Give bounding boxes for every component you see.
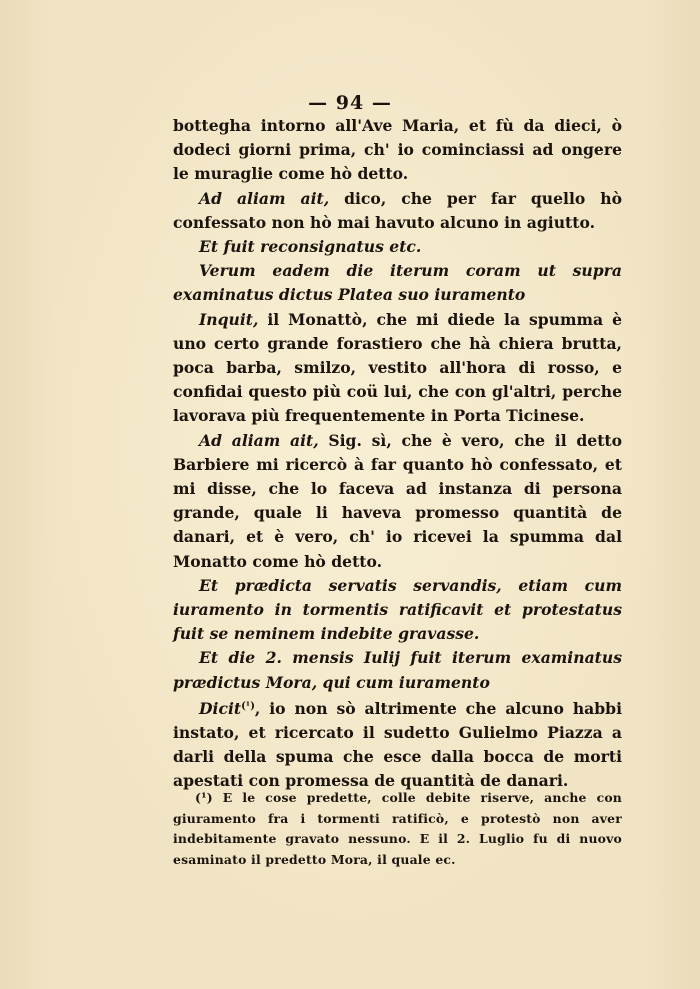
text-run: (¹)	[241, 700, 255, 712]
paragraph	[173, 646, 622, 694]
latin-formula: Verum eadem die iterum coram ut supra examinatus dictus Platea suo iuramento	[173, 261, 622, 305]
paragraph	[173, 114, 622, 187]
paragraph	[173, 695, 622, 794]
paragraph	[173, 235, 622, 259]
footnote	[173, 788, 622, 870]
latin-formula: Et die 2. mensis Iulij fuit iterum examinatus prædictus Mora, qui cum iuramento	[173, 648, 622, 692]
latin-formula: Et fuit reconsignatus etc.	[199, 237, 422, 257]
latin-formula: Dicit	[199, 698, 242, 718]
paragraph	[173, 259, 622, 307]
latin-formula: Ad aliam ait,	[199, 430, 319, 450]
page-number: — 94 —	[308, 92, 392, 114]
latin-formula: Inquit,	[199, 309, 259, 329]
paragraph	[173, 308, 622, 429]
body-text	[173, 114, 622, 794]
text-run: dico, che per far quello hò confessato non hò mai havuto alcuno in agiutto.	[173, 188, 623, 232]
paragraph	[173, 187, 622, 235]
footnote-text: (¹) E le cose predette, colle debite riserve, anche con giuramento fra i tormenti ratificò, e protestò non aver indebitamente gravato nessuno. E il 2. Luglio fu di nuovo esaminato il predetto Mora, il quale ec.	[173, 790, 622, 867]
text-run: , io non sò altrimente che alcuno habbi instato, et ricercato il sudetto Gulielmo Piazza a darli della spuma che esce dalla bocca de morti apestati con promessa de quantità de danari.	[173, 698, 622, 791]
paragraph	[173, 574, 622, 647]
text-run: il Monattò, che mi diede la spumma è uno certo grande forastiero che hà chiera brutta, poca barba, smilzo, vestito all'hora di rosso, e confidai questo più coü lui, che con gl'altri, perche lavorava più frequentemente in Porta Ticinese.	[173, 309, 622, 426]
text-run: Sig. sì, che è vero, che il detto Barbiere mi ricercò à far quanto hò confessato, et mi disse, che lo faceva ad instanza di persona grande, quale li haveva promesso quantità de danari, et è vero, ch' io ricevei la spumma dal Monatto come hò detto.	[173, 430, 622, 571]
paragraph	[173, 429, 622, 574]
latin-formula: Ad aliam ait,	[199, 188, 330, 208]
latin-formula: Et prædicta servatis servandis, etiam cum iuramento in tormentis ratificavit et protestatus fuit se neminem indebite gravasse.	[173, 575, 622, 644]
text-run: bottegha intorno all'Ave Maria, et fù da dieci, ò dodeci giorni prima, ch' io cominciassi ad ongere le muraglie come hò detto.	[173, 116, 622, 184]
